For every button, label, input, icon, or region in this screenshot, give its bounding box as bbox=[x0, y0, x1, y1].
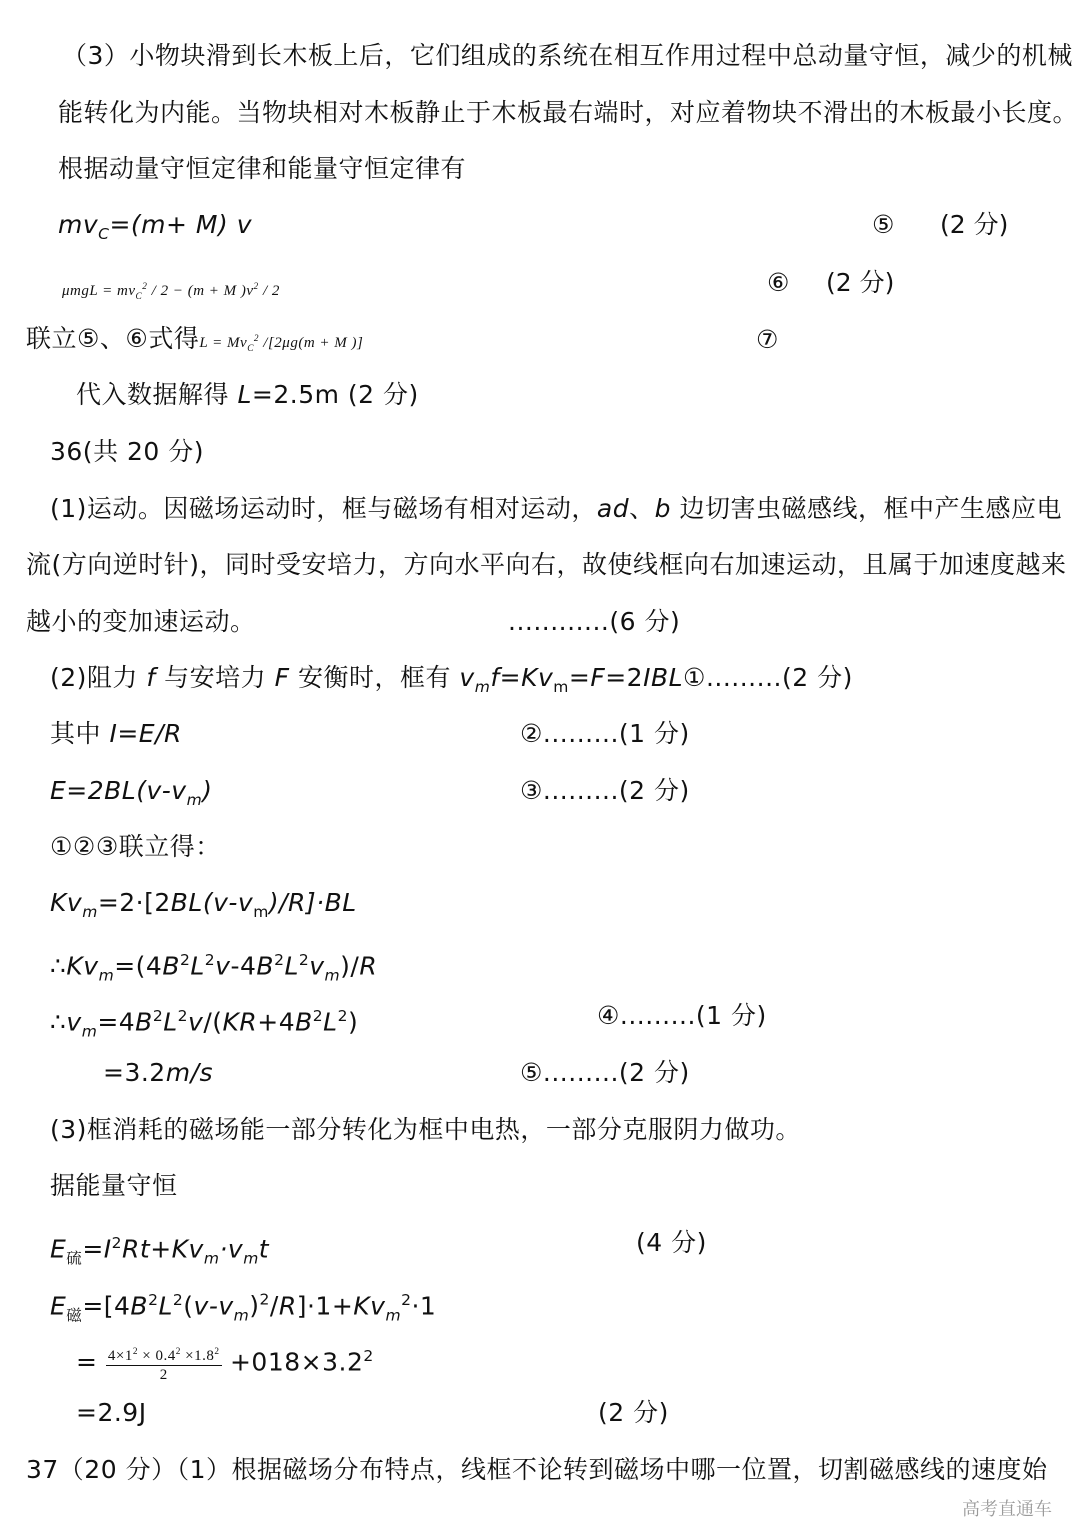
equation-energy: $\mu mgL = mv_C^2 / 2 - (m + M$ )$v^2 / 2$ bbox=[62, 282, 280, 302]
part3-calc: = $\frac{4\times 1^2 \times 0.4^2 \times 1.8^2}{2}$ $+018\times 3.2^2$ bbox=[76, 1336, 374, 1384]
eq-number-6: ⑥ bbox=[767, 268, 790, 297]
part3-calc-tail: +018×3.2 bbox=[229, 1347, 364, 1377]
part2-eq-c: $\therefore v_m=4B^2L^2v/(KR+4B^2L^2)$ bbox=[50, 1007, 359, 1041]
part2-text-a: (2)阻力 bbox=[50, 663, 138, 692]
text-line-3: 根据动量守恒定律和能量守恒定律有 bbox=[58, 154, 467, 183]
part2-text-b: 与安培力 bbox=[164, 663, 267, 692]
part2-emf-score: ③.........(2 分) bbox=[520, 776, 690, 805]
part2-current-score: ②.........(1 分) bbox=[520, 719, 690, 748]
part3-magnetic-eq: $E_磁=[4B^2L^2(v-v_m)^2/R]\cdot 1+Kv_m^2\cdot 1$ bbox=[50, 1291, 437, 1325]
part1-line1: (1)运动。因磁场运动时，框与磁场有相对运动，ad、b 边切害虫磁感线，框中产生感应电 bbox=[50, 494, 1062, 523]
question-37-line: 37（20 分）（1）根据磁场分布特点，线框不论转到磁场中哪一位置，切割磁感线的速度始 bbox=[26, 1455, 1048, 1484]
part1-line2: 流(方向逆时针)，同时受安培力，方向水平向右，故使线框向右加速运动，且属于加速度越来 bbox=[26, 550, 1067, 579]
part1-line3: 越小的变加速运动。 bbox=[26, 607, 256, 636]
equation-momentum: $mv_C=(m+ M)$ v bbox=[58, 210, 252, 243]
equation-combine bbox=[26, 323, 363, 365]
fraction: $\frac{4\times 1^2 \times 0.4^2 \times 1.8^2}{2}$ bbox=[106, 1343, 222, 1384]
part3-line1: (3)框消耗的磁场能一部分转化为框中电热，一部分克服阴力做功。 bbox=[50, 1115, 801, 1144]
part2-current-prefix: 其中 bbox=[50, 719, 102, 748]
score-6: (2 分) bbox=[826, 268, 895, 297]
part1-text-a: (1)运动。因磁场运动时，框与磁场有相对运动， bbox=[50, 494, 597, 523]
eq-number-5: ⑤ bbox=[872, 210, 895, 239]
part1-score: ............(6 分) bbox=[508, 607, 681, 636]
watermark-text: 高考直通车 bbox=[962, 1499, 1052, 1520]
part2-line1: (2)阻力 f 与安培力 F 安衡时，框有 $v_mf=Kv_m=F=2IBL①.........(2$ 分) bbox=[50, 663, 853, 696]
eq-number-7: ⑦ bbox=[756, 325, 779, 354]
part2-current: 其中 I=E/R bbox=[50, 719, 182, 748]
combine-prefix: 联立⑤、⑥式得 bbox=[26, 324, 200, 353]
part2-value bbox=[103, 1057, 213, 1089]
text-line-1: （3）小物块滑到长木板上后，它们组成的系统在相互作用过程中总动量守恒，减少的机械 bbox=[62, 41, 1073, 70]
part1-text-c: 边切害虫磁感线，框中产生感应电 bbox=[679, 494, 1062, 523]
score-5: (2 分) bbox=[940, 210, 1009, 239]
question-36-heading: 36(共 20 分) bbox=[50, 437, 205, 466]
part2-eq-c-score: ④.........(1 分) bbox=[597, 1001, 767, 1030]
part2-eq-b: $\therefore Kv_m=(4B^2L^2v-4B^2L^2v_m)/R$ bbox=[50, 951, 378, 985]
part2-combine: ①②③联立得： bbox=[50, 832, 221, 861]
part3-result: =2.9J bbox=[76, 1398, 147, 1427]
part2-eq-a: $Kv_m=2\cdot[2BL(v-v_m)/R]\cdot BL$ bbox=[50, 888, 357, 921]
part3-energy-score: (4 分) bbox=[636, 1228, 707, 1257]
equation-length: $L = Mv_C^2$ /[2μg(m + M )] bbox=[199, 334, 364, 354]
result-value: =2.5m (2 分) bbox=[251, 380, 419, 409]
part2-value-unit: m/s bbox=[165, 1058, 214, 1087]
part2-emf: $E=2BL(v-v_m)$ bbox=[50, 776, 213, 809]
text-line-2: 能转化为内能。当物块相对木板静止于木板最右端时，对应着物块不滑出的木板最小长度。 bbox=[58, 98, 1079, 127]
part1-text-b: 、 bbox=[629, 494, 655, 523]
result-prefix: 代入数据解得 bbox=[76, 380, 230, 409]
part2-text-c: 安衡时，框有 bbox=[297, 663, 451, 692]
part2-value-score: ⑤.........(2 分) bbox=[520, 1058, 690, 1087]
part2-value-number: =3.2 bbox=[103, 1058, 166, 1087]
part3-result-score: (2 分) bbox=[598, 1398, 669, 1427]
part3-energy-eq: $E_硫=I^2Rt+Kv_m\cdot v_mt$ bbox=[50, 1234, 270, 1268]
part3-line2: 据能量守恒 bbox=[50, 1171, 178, 1200]
part2-score-1: ①.........(2 分) bbox=[683, 663, 853, 692]
text-result-length: 代入数据解得 L=2.5m (2 分) bbox=[76, 380, 419, 409]
